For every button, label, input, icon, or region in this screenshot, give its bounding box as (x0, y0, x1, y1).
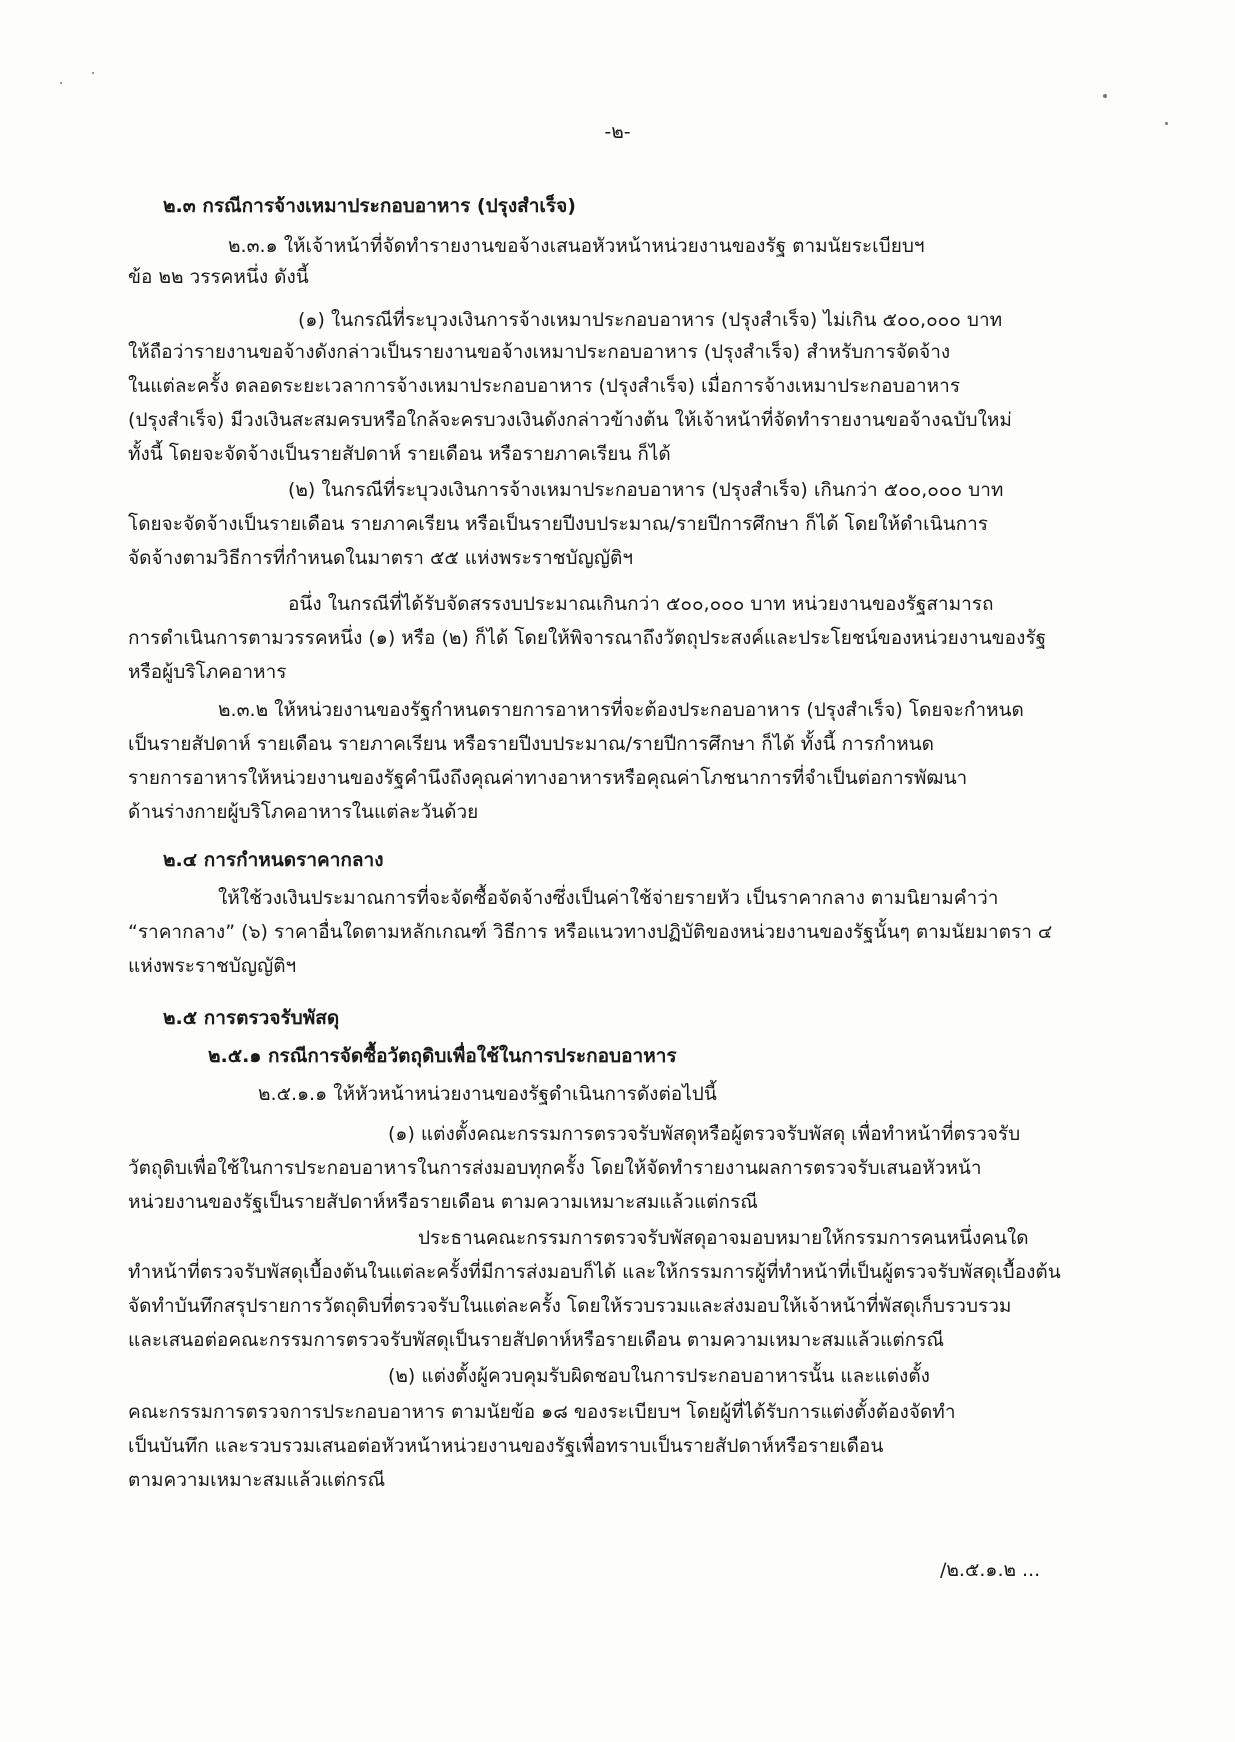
section-heading-2-4: ๒.๔ การกำหนดราคากลาง (163, 849, 384, 871)
text-line: ๒.๕.๑.๑ ให้หัวหน้าหน่วยงานของรัฐดำเนินการดังต่อไปนี้ (258, 1083, 717, 1105)
section-heading-2-3: ๒.๓ กรณีการจ้างเหมาประกอบอาหาร (ปรุงสำเร็จ) (163, 195, 576, 217)
text-line: ด้านร่างกายผู้บริโภคอาหารในแต่ละวันด้วย (128, 801, 479, 823)
text-line: ๒.๓.๒ ให้หน่วยงานของรัฐกำหนดรายการอาหารที่จะต้องประกอบอาหาร (ปรุงสำเร็จ) โดยจะกำหนด (218, 699, 1024, 721)
text-line: คณะกรรมการตรวจการประกอบอาหาร ตามนัยข้อ ๑๘ ของระเบียบฯ โดยผู้ที่ได้รับการแต่งตั้งต้องจัดทำ (128, 1401, 956, 1423)
scan-speck (92, 72, 94, 74)
text-line: (๑) ในกรณีที่ระบุวงเงินการจ้างเหมาประกอบอาหาร (ปรุงสำเร็จ) ไม่เกิน ๕๐๐,๐๐๐ บาท (298, 309, 1003, 331)
scan-speck (60, 82, 62, 84)
text-line: ประธานคณะกรรมการตรวจรับพัสดุอาจมอบหมายให้กรรมการคนหนึ่งคนใด (418, 1227, 1029, 1249)
text-line: การดำเนินการตามวรรคหนึ่ง (๑) หรือ (๒) ก็ได้ โดยให้พิจารณาถึงวัตถุประสงค์และประโยชน์ของหน่วยงานของรัฐ (128, 627, 1047, 649)
text-line: ให้ใช้วงเงินประมาณการที่จะจัดซื้อจัดจ้างซึ่งเป็นค่าใช้จ่ายรายหัว เป็นราคากลาง ตามนิยามคำว่า (218, 887, 999, 909)
text-line: (๒) แต่งตั้งผู้ควบคุมรับผิดชอบในการประกอบอาหารนั้น และแต่งตั้ง (388, 1365, 930, 1387)
text-line: จัดทำบันทึกสรุปรายการวัตถุดิบที่ตรวจรับในแต่ละครั้ง โดยให้รวบรวมและส่งมอบให้เจ้าหน้าที่พัสดุเก็บรวบรวม (128, 1295, 1012, 1317)
text-line: ในแต่ละครั้ง ตลอดระยะเวลาการจ้างเหมาประกอบอาหาร (ปรุงสำเร็จ) เมื่อการจ้างเหมาประกอบอาหาร (128, 375, 961, 397)
text-line: และเสนอต่อคณะกรรมการตรวจรับพัสดุเป็นรายสัปดาห์หรือรายเดือน ตามความเหมาะสมแล้วแต่กรณี (128, 1329, 945, 1351)
text-line: หรือผู้บริโภคอาหาร (128, 661, 287, 683)
text-line: เป็นรายสัปดาห์ รายเดือน รายภาคเรียน หรือรายปีงบประมาณ/รายปีการศึกษา ก็ได้ ทั้งนี้ การกำหนด (128, 733, 934, 755)
scan-speck (1103, 94, 1107, 98)
text-line: รายการอาหารให้หน่วยงานของรัฐคำนึงถึงคุณค่าทางอาหารหรือคุณค่าโภชนาการที่จำเป็นต่อการพัฒนา (128, 767, 968, 789)
text-line: ทั้งนี้ โดยจะจัดจ้างเป็นรายสัปดาห์ รายเดือน หรือรายภาคเรียน ก็ได้ (128, 443, 671, 465)
text-line: วัตถุดิบเพื่อใช้ในการประกอบอาหารในการส่งมอบทุกครั้ง โดยให้จัดทำรายงานผลการตรวจรับเสนอหัวหน้า (128, 1157, 982, 1179)
section-heading-2-5-1: ๒.๕.๑ กรณีการจัดซื้อวัตถุดิบเพื่อใช้ในการประกอบอาหาร (208, 1045, 677, 1067)
text-line: ให้ถือว่ารายงานขอจ้างดังกล่าวเป็นรายงานขอจ้างเหมาประกอบอาหาร (ปรุงสำเร็จ) สำหรับการจัดจ้าง (128, 341, 951, 363)
text-line: “ราคากลาง” (๖) ราคาอื่นใดตามหลักเกณฑ์ วิธีการ หรือแนวทางปฏิบัติของหน่วยงานของรัฐนั้นๆ ตามนัยมาตรา ๔ (128, 921, 1053, 943)
text-line: จัดจ้างตามวิธีการที่กำหนดในมาตรา ๕๕ แห่งพระราชบัญญัติฯ (128, 547, 633, 569)
text-line: (ปรุงสำเร็จ) มีวงเงินสะสมครบหรือใกล้จะครบวงเงินดังกล่าวข้างต้น ให้เจ้าหน้าที่จัดทำรายงานขอจ้างฉบับใหม่ (128, 409, 1012, 431)
text-line: ข้อ ๒๒ วรรคหนึ่ง ดังนี้ (128, 266, 309, 288)
text-line: ๒.๓.๑ ให้เจ้าหน้าที่จัดทำรายงานขอจ้างเสนอหัวหน้าหน่วยงานของรัฐ ตามนัยระเบียบฯ (228, 235, 925, 257)
continuation-marker: /๒.๕.๑.๒ ... (940, 1559, 1041, 1581)
text-line: (๒) ในกรณีที่ระบุวงเงินการจ้างเหมาประกอบอาหาร (ปรุงสำเร็จ) เกินกว่า ๕๐๐,๐๐๐ บาท (288, 479, 1004, 501)
text-line: ตามความเหมาะสมแล้วแต่กรณี (128, 1469, 386, 1491)
text-line: ทำหน้าที่ตรวจรับพัสดุเบื้องต้นในแต่ละครั้งที่มีการส่งมอบก็ได้ และให้กรรมการผู้ที่ทำหน้าที่เป็นผู้ตรวจรับพัสดุเบื้องต้น (128, 1261, 1061, 1283)
text-line: แห่งพระราชบัญญัติฯ (128, 955, 297, 977)
text-line: (๑) แต่งตั้งคณะกรรมการตรวจรับพัสดุหรือผู้ตรวจรับพัสดุ เพื่อทำหน้าที่ตรวจรับ (388, 1123, 1021, 1145)
text-line: โดยจะจัดจ้างเป็นรายเดือน รายภาคเรียน หรือเป็นรายปีงบประมาณ/รายปีการศึกษา ก็ได้ โดยให้ดำเนินการ (128, 513, 988, 535)
page-number: -๒- (604, 121, 631, 143)
text-line: เป็นบันทึก และรวบรวมเสนอต่อหัวหน้าหน่วยงานของรัฐเพื่อทราบเป็นรายสัปดาห์หรือรายเดือน (128, 1435, 884, 1457)
text-line: อนึ่ง ในกรณีที่ได้รับจัดสรรงบประมาณเกินกว่า ๕๐๐,๐๐๐ บาท หน่วยงานของรัฐสามารถ (288, 593, 994, 615)
text-line: หน่วยงานของรัฐเป็นรายสัปดาห์หรือรายเดือน ตามความเหมาะสมแล้วแต่กรณี (128, 1191, 758, 1213)
section-heading-2-5: ๒.๕ การตรวจรับพัสดุ (163, 1007, 340, 1029)
